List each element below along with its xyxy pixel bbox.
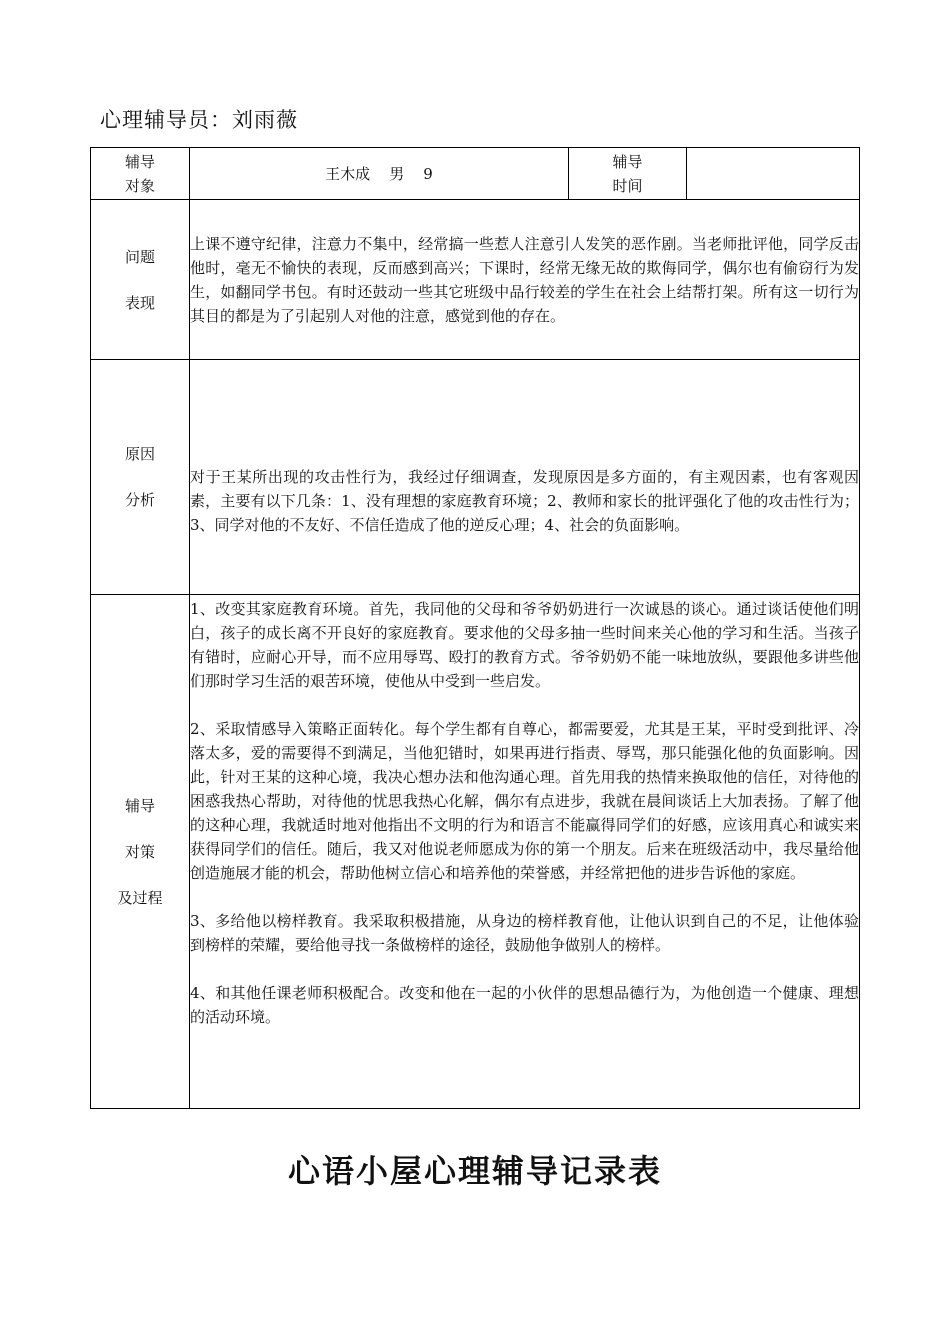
strategy-text xyxy=(190,595,860,1109)
subject-row xyxy=(91,148,860,200)
strategy-paragraph: 3、多给他以榜样教育。我采取积极措施，从身边的榜样教育他，让他认识到自己的不足，让他体验到榜样的荣耀，要给他寻找一条做榜样的途径，鼓励他争做别人的榜样。 xyxy=(190,912,859,954)
problem-text: 上课不遵守纪律，注意力不集中，经常搞一些惹人注意引人发笑的恶作剧。当老师批评他，同学反击他时，毫无不愉快的表现，反而感到高兴；下课时，经常无缘无故的欺侮同学，偶尔也有偷窃行为发生，如翻同学书包。有时还鼓动一些其它班级中品行较差的学生在社会上结帮打架。所有这一切行为其目的都是为了引起别人对他的注意，感觉到他的存在。 xyxy=(190,200,860,360)
problem-row xyxy=(91,200,860,360)
cause-label: 原因 分析 xyxy=(91,360,190,595)
cause-row xyxy=(91,360,860,595)
subject-label: 辅导 对象 xyxy=(91,148,190,200)
time-value xyxy=(687,148,860,200)
subject-info: 王木成 男 9 xyxy=(190,148,569,200)
cause-text: 对于王某所出现的攻击性行为，我经过仔细调查，发现原因是多方面的，有主观因素，也有客观因素，主要有以下几条：1、没有理想的家庭教育环境；2、教师和家长的批评强化了他的攻击性行为；3、同学对他的不友好、不信任造成了他的逆反心理；4、社会的负面影响。 xyxy=(190,360,860,595)
document-title: 心语小屋心理辅导记录表 xyxy=(287,1152,662,1190)
strategy-label: 辅导 对策 及过程 xyxy=(91,595,190,1109)
problem-label: 问题 表现 xyxy=(91,200,190,360)
time-label: 辅导 时间 xyxy=(569,148,687,200)
counseling-record-table xyxy=(90,147,860,1109)
counselor-name: 心理辅导员：刘雨薇 xyxy=(100,108,298,132)
strategy-paragraph: 1、改变其家庭教育环境。首先，我同他的父母和爷爷奶奶进行一次诚恳的谈心。通过谈话使他们明白，孩子的成长离不开良好的家庭教育。要求他的父母多抽一些时间来关心他的学习和生活。当孩子有错时，应耐心开导，而不应用辱骂、殴打的教育方式。爷爷奶奶不能一味地放纵，要跟他多讲些他们那时学习生活的艰苦环境，使他从中受到一些启发。 xyxy=(190,600,859,690)
strategy-paragraph: 4、和其他任课老师积极配合。改变和他在一起的小伙伴的思想品德行为，为他创造一个健康、理想的活动环境。 xyxy=(190,984,859,1026)
strategy-paragraph: 2、采取情感导入策略正面转化。每个学生都有自尊心，都需要爱，尤其是王某，平时受到批评、冷落太多，爱的需要得不到满足，当他犯错时，如果再进行指责、辱骂，那只能强化他的负面影响。因此，针对王某的这种心境，我决心想办法和他沟通心理。首先用我的热情来换取他的信任，对待他的困惑我热心帮助，对待他的忧思我热心化解，偶尔有点进步，我就在晨间谈话上大加表扬。了解了他的这种心理，我就适时地对他指出不文明的行为和语言不能赢得同学们的好感，应该用真心和诚实来获得同学们的信任。随后，我又对他说老师愿成为你的第一个朋友。后来在班级活动中，我尽量给他创造施展才能的机会，帮助他树立信心和培养他的荣誉感，并经常把他的进步告诉他的家庭。 xyxy=(190,720,859,882)
strategy-row xyxy=(91,595,860,1109)
